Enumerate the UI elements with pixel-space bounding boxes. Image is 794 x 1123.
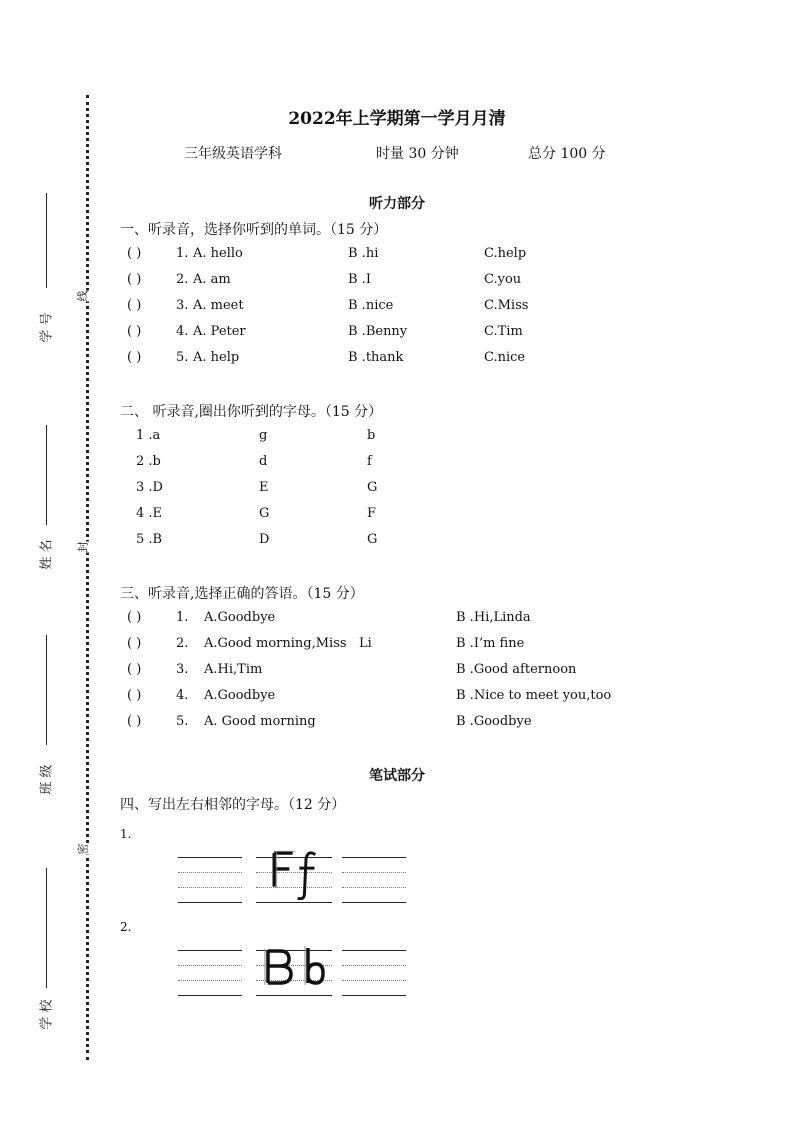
school-blank[interactable]: [46, 868, 47, 988]
q1-option-b: B .hi: [348, 246, 379, 261]
q1-paren[interactable]: ( ): [127, 272, 142, 287]
q1-option-b: B .thank: [348, 350, 404, 365]
letter-bb-image: [256, 943, 336, 995]
q3-paren[interactable]: ( ): [127, 636, 142, 651]
q3-number: 1.: [176, 610, 189, 625]
q1-option-c: C.Miss: [484, 298, 529, 313]
q2-option-2[interactable]: E: [259, 480, 269, 495]
q4-left-writing-lines[interactable]: [178, 950, 242, 995]
q1-paren[interactable]: ( ): [127, 324, 142, 339]
q1-option-c: C.help: [484, 246, 527, 261]
letter-ff-image: [256, 848, 336, 900]
bind-mark-secret: 密: [74, 844, 92, 855]
q3-option-b: B .Good afternoon: [456, 662, 577, 677]
q3-option-b: B .I’m fine: [456, 636, 525, 651]
q3-paren[interactable]: ( ): [127, 688, 142, 703]
q1-option-a: A. help: [193, 350, 240, 365]
name-blank[interactable]: [46, 425, 47, 525]
subject-label: 三年级英语学科: [184, 146, 282, 162]
q2-option-3[interactable]: F: [367, 506, 377, 521]
listening-section-heading: 听力部分: [369, 196, 425, 212]
q3-option-a: A.Hi,Tim: [204, 662, 263, 677]
q4-number: 2.: [120, 920, 132, 934]
q3-number: 5.: [176, 714, 189, 729]
q2-option-3[interactable]: G: [367, 532, 378, 547]
q1-option-c: C.you: [484, 272, 522, 287]
total-score-label: 总分 100 分: [528, 146, 606, 162]
q2-option-3[interactable]: G: [367, 480, 378, 495]
q1-option-b: B .nice: [348, 298, 394, 313]
q3-number: 3.: [176, 662, 189, 677]
q2-option-1[interactable]: 1 .a: [136, 428, 161, 443]
q1-option-c: C.Tim: [484, 324, 523, 339]
bind-mark-line: 线: [74, 291, 92, 302]
q1-option-c: C.nice: [484, 350, 526, 365]
q1-number: 1.: [176, 246, 189, 261]
q1-option-b: B .I: [348, 272, 371, 287]
q1-number: 5.: [176, 350, 189, 365]
duration-label: 时量 30 分钟: [376, 146, 459, 162]
q3-option-a: A.Goodbye: [204, 688, 276, 703]
q2-heading: 二、 听录音,圈出你听到的字母。（15 分）: [120, 404, 383, 420]
q3-option-b: B .Nice to meet you,too: [456, 688, 612, 703]
q1-option-a: A. am: [193, 272, 231, 287]
q1-number: 4.: [176, 324, 189, 339]
page-title: 2022年上学期第一学月月清: [288, 109, 506, 129]
q3-option-a: A. Good morning: [204, 714, 316, 729]
q1-paren[interactable]: ( ): [127, 298, 142, 313]
q3-option-b: B .Goodbye: [456, 714, 532, 729]
q2-option-1[interactable]: 2 .b: [136, 454, 161, 469]
q1-option-b: B .Benny: [348, 324, 408, 339]
q4-number: 1.: [120, 827, 132, 841]
student-no-label: 学 号: [39, 312, 55, 343]
q1-heading: 一、听录音，选择你听到的单词。（15 分）: [120, 222, 388, 238]
q3-paren[interactable]: ( ): [127, 662, 142, 677]
q4-left-writing-lines[interactable]: [178, 857, 242, 902]
q2-option-1[interactable]: 4 .E: [136, 506, 163, 521]
q2-option-2[interactable]: G: [259, 506, 270, 521]
class-blank[interactable]: [46, 635, 47, 745]
q4-heading: 四、写出左右相邻的字母。（12 分）: [120, 797, 346, 813]
q3-option-a: A.Good morning,Miss Li: [204, 636, 372, 651]
q1-number: 2.: [176, 272, 189, 287]
q3-paren[interactable]: ( ): [127, 610, 142, 625]
q3-option-b: B .Hi,Linda: [456, 610, 531, 625]
q1-option-a: A. hello: [193, 246, 243, 261]
class-label: 班 级: [39, 764, 55, 795]
school-label: 学 校: [39, 999, 55, 1030]
q1-paren[interactable]: ( ): [127, 350, 142, 365]
q3-option-a: A.Goodbye: [204, 610, 276, 625]
bind-mark-seal: 封: [74, 542, 92, 553]
q2-option-3[interactable]: b: [367, 428, 376, 443]
q2-option-1[interactable]: 5 .B: [136, 532, 163, 547]
q1-option-a: A. Peter: [193, 324, 246, 339]
q3-heading: 三、听录音,选择正确的答语。（15 分）: [120, 586, 364, 602]
q2-option-2[interactable]: d: [259, 454, 268, 469]
q1-option-a: A. meet: [193, 298, 244, 313]
q2-option-2[interactable]: D: [259, 532, 270, 547]
q3-number: 2.: [176, 636, 189, 651]
q2-option-1[interactable]: 3 .D: [136, 480, 163, 495]
written-section-heading: 笔试部分: [369, 768, 425, 784]
binding-dotted-line: [86, 95, 89, 1060]
q4-right-writing-lines[interactable]: [342, 857, 406, 902]
q2-option-3[interactable]: f: [367, 454, 372, 469]
q2-option-2[interactable]: g: [259, 428, 268, 443]
q1-paren[interactable]: ( ): [127, 246, 142, 261]
q1-number: 3.: [176, 298, 189, 313]
q3-paren[interactable]: ( ): [127, 714, 142, 729]
q3-number: 4.: [176, 688, 189, 703]
q4-right-writing-lines[interactable]: [342, 950, 406, 995]
name-label: 姓 名: [39, 539, 55, 570]
